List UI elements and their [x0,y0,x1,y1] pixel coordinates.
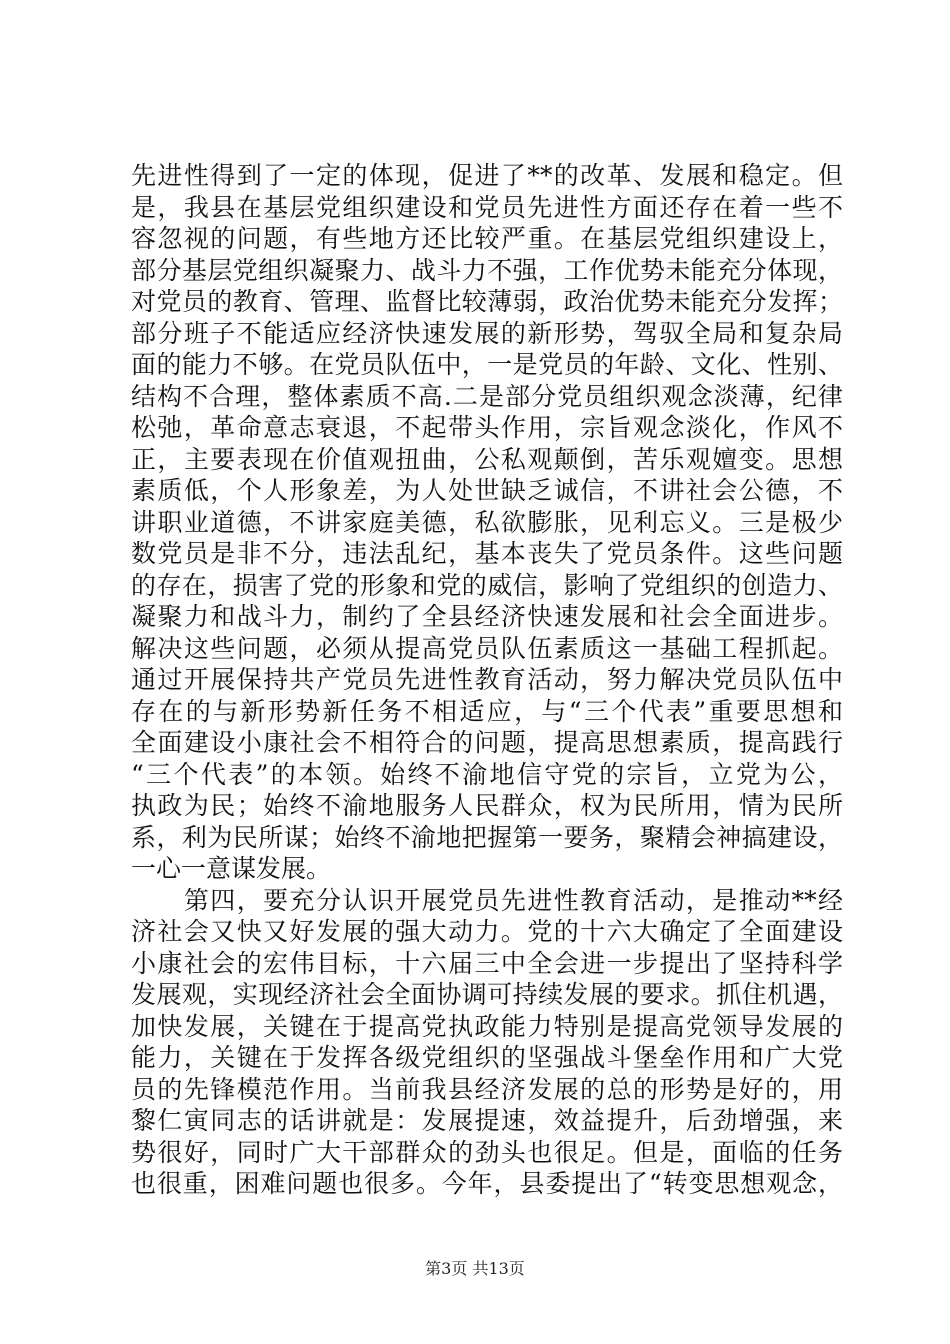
text-line: 松弛，革命意志衰退，不起带头作用，宗旨观念淡化，作风不 [131,413,843,442]
document-body [131,160,843,1200]
text-line: 是，我县在基层党组织建设和党员先进性方面还存在着一些不 [131,192,843,222]
text-line: 第四，要充分认识开展党员先进性教育活动，是推动**经 [131,885,843,915]
text-line: 存在的与新形势新任务不相适应，与“三个代表”重要思想和 [131,696,843,726]
text-line: 通过开展保持共产党员先进性教育活动，努力解决党员队伍中 [131,665,843,694]
text-line: 容忽视的问题，有些地方还比较严重。在基层党组织建设上， [131,224,843,253]
text-line: 凝聚力和战斗力，制约了全县经济快速发展和社会全面进步。 [131,602,843,631]
text-line: 面的能力不够。在党员队伍中，一是党员的年龄、文化、性别、 [131,350,843,379]
text-line: 势很好，同时广大干部群众的劲头也很足。但是，面临的任务 [131,1137,843,1167]
text-line: 加快发展，关键在于提高党执政能力特别是提高党领导发展的 [131,1011,843,1041]
text-line: 黎仁寅同志的话讲就是：发展提速，效益提升，后劲增强，来 [131,1106,843,1135]
text-line: 能力，关键在于发挥各级党组织的坚强战斗堡垒作用和广大党 [131,1043,843,1072]
text-line: 全面建设小康社会不相符合的问题，提高思想素质，提高践行 [131,728,843,757]
text-line: 系，利为民所谋；始终不渝地把握第一要务，聚精会神搞建设， [131,822,843,852]
text-line: 正，主要表现在价值观扭曲，公私观颠倒，苦乐观嬗变。思想 [131,444,843,474]
text-line: 素质低，个人形象差，为人处世缺乏诚信，不讲社会公德，不 [131,476,843,505]
text-line: 执政为民；始终不渝地服务人民群众，权为民所用，情为民所 [131,791,843,820]
text-line: 员的先锋模范作用。当前我县经济发展的总的形势是好的，用 [131,1074,843,1104]
text-line: “三个代表”的本领。始终不渝地信守党的宗旨，立党为公， [131,759,843,789]
text-line: 的存在，损害了党的形象和党的威信，影响了党组织的创造力、 [131,570,843,600]
text-line: 结构不合理，整体素质不高.二是部分党员组织观念淡薄，纪律 [131,381,843,411]
text-line: 一心一意谋发展。 [131,854,332,883]
text-line: 先进性得到了一定的体现，促进了**的改革、发展和稳定。但 [131,161,843,190]
text-line: 解决这些问题，必须从提高党员队伍素质这一基础工程抓起。 [131,633,843,663]
text-line: 数党员是非不分，违法乱纪，基本丧失了党员条件。这些问题 [131,539,843,568]
text-line: 部分基层党组织凝聚力、战斗力不强，工作优势未能充分体现， [131,255,843,285]
text-line: 小康社会的宏伟目标，十六届三中全会进一步提出了坚持科学 [131,948,843,978]
text-line: 讲职业道德，不讲家庭美德，私欲膨胀，见利忘义。三是极少 [131,507,843,537]
page-number-footer: 第3页 共13页 [425,1259,525,1278]
text-line: 对党员的教育、管理、监督比较薄弱，政治优势未能充分发挥； [131,287,843,316]
text-line: 济社会又快又好发展的强大动力。党的十六大确定了全面建设 [131,917,843,946]
text-line: 部分班子不能适应经济快速发展的新形势，驾驭全局和复杂局 [131,318,843,348]
text-line: 也很重，困难问题也很多。今年，县委提出了“转变思想观念， [131,1169,843,1198]
text-line: 发展观，实现经济社会全面协调可持续发展的要求。抓住机遇， [131,980,843,1009]
